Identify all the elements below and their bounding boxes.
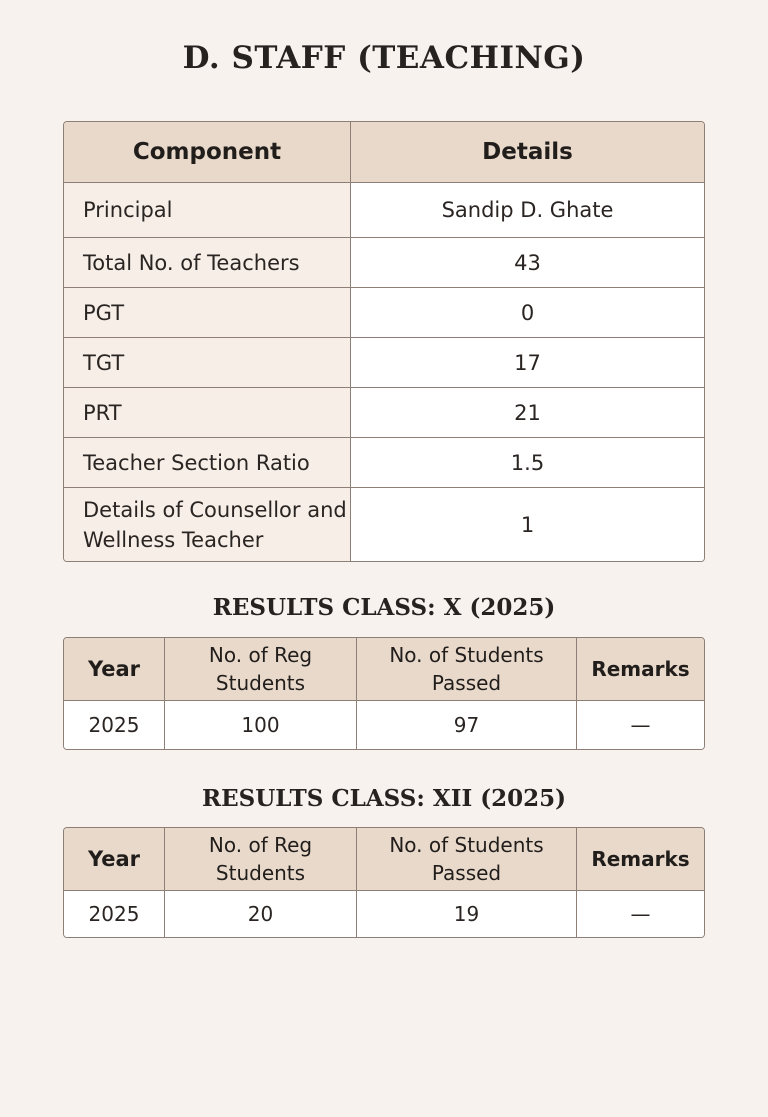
component-cell: Principal xyxy=(64,183,351,238)
details-cell: Sandip D. Ghate xyxy=(351,183,704,238)
reg-students-column-header: No. of Reg Students xyxy=(165,828,357,891)
details-column-header: Details xyxy=(351,122,704,183)
table-row xyxy=(64,238,704,288)
table-row xyxy=(64,438,704,488)
reg-students-cell: 100 xyxy=(165,701,357,749)
students-passed-cell: 19 xyxy=(357,891,577,937)
remarks-column-header: Remarks xyxy=(577,638,704,701)
year-cell: 2025 xyxy=(64,701,165,749)
table-row xyxy=(64,891,704,937)
results-header-row xyxy=(64,638,704,701)
details-cell: 1 xyxy=(351,488,704,561)
results-class-xii-heading: RESULTS CLASS: XII (2025) xyxy=(201,785,567,812)
component-cell: PRT xyxy=(64,388,351,438)
table-row xyxy=(64,388,704,438)
results-header-row xyxy=(64,828,704,891)
year-column-header: Year xyxy=(64,638,165,701)
component-cell: Details of Counsellor and Wellness Teacher xyxy=(64,488,351,561)
year-cell: 2025 xyxy=(64,891,165,937)
table-row xyxy=(64,701,704,749)
results-class-x-table xyxy=(63,637,705,750)
staff-header-row xyxy=(64,122,704,183)
component-cell: Teacher Section Ratio xyxy=(64,438,351,488)
details-cell: 0 xyxy=(351,288,704,338)
students-passed-column-header: No. of Students Passed xyxy=(357,638,577,701)
table-row xyxy=(64,488,704,561)
component-cell: PGT xyxy=(64,288,351,338)
year-column-header: Year xyxy=(64,828,165,891)
details-cell: 17 xyxy=(351,338,704,388)
remarks-cell: — xyxy=(577,891,704,937)
page-title: D. STAFF (TEACHING) xyxy=(182,40,586,76)
staff-table xyxy=(63,121,705,562)
details-cell: 21 xyxy=(351,388,704,438)
component-cell: TGT xyxy=(64,338,351,388)
reg-students-cell: 20 xyxy=(165,891,357,937)
remarks-column-header: Remarks xyxy=(577,828,704,891)
students-passed-cell: 97 xyxy=(357,701,577,749)
component-column-header: Component xyxy=(64,122,351,183)
details-cell: 43 xyxy=(351,238,704,288)
table-row xyxy=(64,288,704,338)
students-passed-column-header: No. of Students Passed xyxy=(357,828,577,891)
table-row xyxy=(64,183,704,238)
results-class-x-heading: RESULTS CLASS: X (2025) xyxy=(212,594,556,621)
remarks-cell: — xyxy=(577,701,704,749)
table-row xyxy=(64,338,704,388)
component-cell: Total No. of Teachers xyxy=(64,238,351,288)
results-class-xii-table xyxy=(63,827,705,938)
reg-students-column-header: No. of Reg Students xyxy=(165,638,357,701)
details-cell: 1.5 xyxy=(351,438,704,488)
